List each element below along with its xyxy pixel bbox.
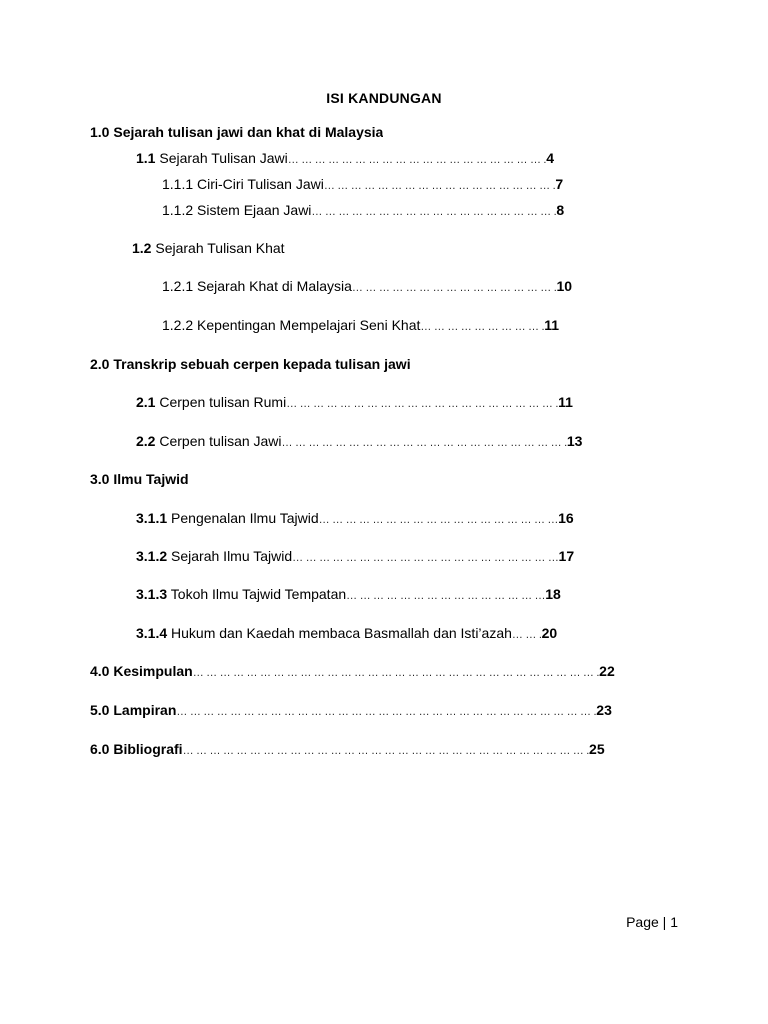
toc-number: 3.1.2 — [136, 548, 168, 564]
toc-page: 25 — [589, 741, 605, 757]
page-footer — [626, 914, 678, 930]
toc-entry-1-1-1 — [162, 175, 563, 195]
toc-title: Sejarah Khat di Malaysia — [197, 278, 352, 294]
toc-entry-1-1 — [136, 149, 554, 169]
toc-page: 11 — [544, 317, 560, 333]
toc-heading-5 — [90, 701, 612, 721]
toc-entry-2-2 — [136, 432, 582, 452]
toc-title: Sejarah Tulisan Khat — [155, 240, 285, 256]
toc-title: Cerpen tulisan Rumi — [159, 394, 287, 410]
toc-page: 10 — [556, 278, 573, 294]
toc-title: Sejarah Ilmu Tajwid — [171, 548, 293, 564]
toc-entry-1-2-1 — [162, 277, 572, 297]
toc-leader: … … … … … … … … … . — [420, 321, 545, 333]
toc-number: 3.1.4 — [136, 625, 168, 641]
toc-number: 1.1 — [136, 150, 156, 166]
toc-heading-2 — [90, 355, 411, 373]
toc-heading-4 — [90, 662, 615, 682]
toc-leader: … … … … … … … … … … … … … … … … … … — [318, 514, 559, 526]
toc-number: 1.2.2 — [162, 317, 194, 333]
toc-number: 2.2 — [136, 433, 156, 449]
toc-leader: … … … … … … … … … … … … … … … … … … … … … … … … … … … … … … . — [182, 745, 590, 757]
toc-title: 5.0 Lampiran — [90, 702, 177, 718]
toc-entry-2-1 — [136, 393, 573, 413]
toc-number: 3.1.3 — [136, 586, 168, 602]
toc-leader: … … … … … … … … … … … … … … … … … … … … . — [286, 398, 559, 410]
toc-page: 4 — [546, 150, 554, 166]
toc-number: 1.1.1 — [162, 176, 194, 192]
toc-leader: … … … … … … … … … … … … … … … … … … … … … … … … … … … … … … . — [192, 667, 600, 679]
toc-entry-3-1-2 — [136, 547, 574, 567]
toc-title: Ciri-Ciri Tulisan Jawi — [197, 176, 324, 192]
toc-page: 22 — [599, 663, 615, 679]
toc-title: 4.0 Kesimpulan — [90, 663, 193, 679]
toc-title: Transkrip sebuah cerpen kepada tulisan jawi — [113, 356, 411, 372]
toc-title: Ilmu Tajwid — [113, 471, 189, 487]
toc-leader: … … … … … … … … … … … … … … … … … . — [323, 180, 556, 192]
toc-page: 18 — [545, 586, 561, 602]
toc-page: 13 — [566, 433, 583, 449]
toc-leader: … … . — [511, 629, 542, 641]
toc-entry-1-1-2 — [162, 201, 564, 221]
toc-title: Sistem Ejaan Jawi — [197, 202, 312, 218]
toc-leader: … … … … … … … … … … … … … … … … … … … … … . — [281, 437, 567, 449]
toc-leader: … … … … … … … … … … … … … … … … … … … … … … … … … … … … … … … . — [176, 706, 597, 718]
page-number: 1 — [670, 914, 678, 930]
toc-title: Kepentingan Mempelajari Seni Khat — [197, 317, 421, 333]
toc-leader: … … … … … … … … … … … … … … … … … … … . — [287, 154, 547, 166]
toc-title: Sejarah tulisan jawi dan khat di Malaysia — [113, 124, 384, 140]
toc-number: 3.0 — [90, 471, 110, 487]
toc-number: 1.2 — [132, 240, 152, 256]
toc-entry-3-1-3 — [136, 585, 561, 605]
toc-leader: … … … … … … … … … … … … … … … . — [351, 282, 557, 294]
toc-title: 6.0 Bibliografi — [90, 741, 183, 757]
toc-page: 16 — [558, 510, 574, 526]
toc-number: 2.0 — [90, 356, 110, 372]
toc-number: 1.1.2 — [162, 202, 194, 218]
toc-title: Hukum dan Kaedah membaca Basmallah dan Isti’azah — [171, 625, 512, 641]
toc-entry-1-2 — [132, 239, 285, 257]
toc-title: Sejarah Tulisan Jawi — [159, 150, 288, 166]
toc-entry-1-2-2 — [162, 316, 559, 336]
toc-page: 23 — [596, 702, 612, 718]
toc-title: Pengenalan Ilmu Tajwid — [171, 510, 319, 526]
page-label: Page | — [626, 914, 667, 930]
toc-page: 20 — [541, 625, 558, 641]
toc-title: Cerpen tulisan Jawi — [159, 433, 282, 449]
toc-heading-6 — [90, 740, 605, 760]
toc-entry-3-1-1 — [136, 509, 574, 529]
toc-page: 7 — [555, 176, 564, 192]
toc-number: 3.1.1 — [136, 510, 168, 526]
toc-number: 1.2.1 — [162, 278, 194, 294]
toc-number: 2.1 — [136, 394, 156, 410]
toc-number: 1.0 — [90, 124, 110, 140]
toc-title: Tokoh Ilmu Tajwid Tempatan — [170, 586, 347, 602]
page-title: ISI KANDUNGAN — [326, 90, 442, 106]
toc-page: 8 — [556, 202, 565, 218]
toc-page: 11 — [558, 394, 573, 410]
toc-leader: … … … … … … … … … … … … … … … … … … . — [311, 206, 557, 218]
toc-leader: … … … … … … … … … … … … … … … … … … … … — [292, 552, 559, 564]
toc-heading-3 — [90, 470, 189, 488]
toc-leader: … … … … … … … … … … … … … … … — [346, 590, 546, 602]
toc-heading-1 — [90, 123, 383, 141]
toc-entry-3-1-4 — [136, 624, 557, 644]
toc-page: 17 — [558, 548, 575, 564]
